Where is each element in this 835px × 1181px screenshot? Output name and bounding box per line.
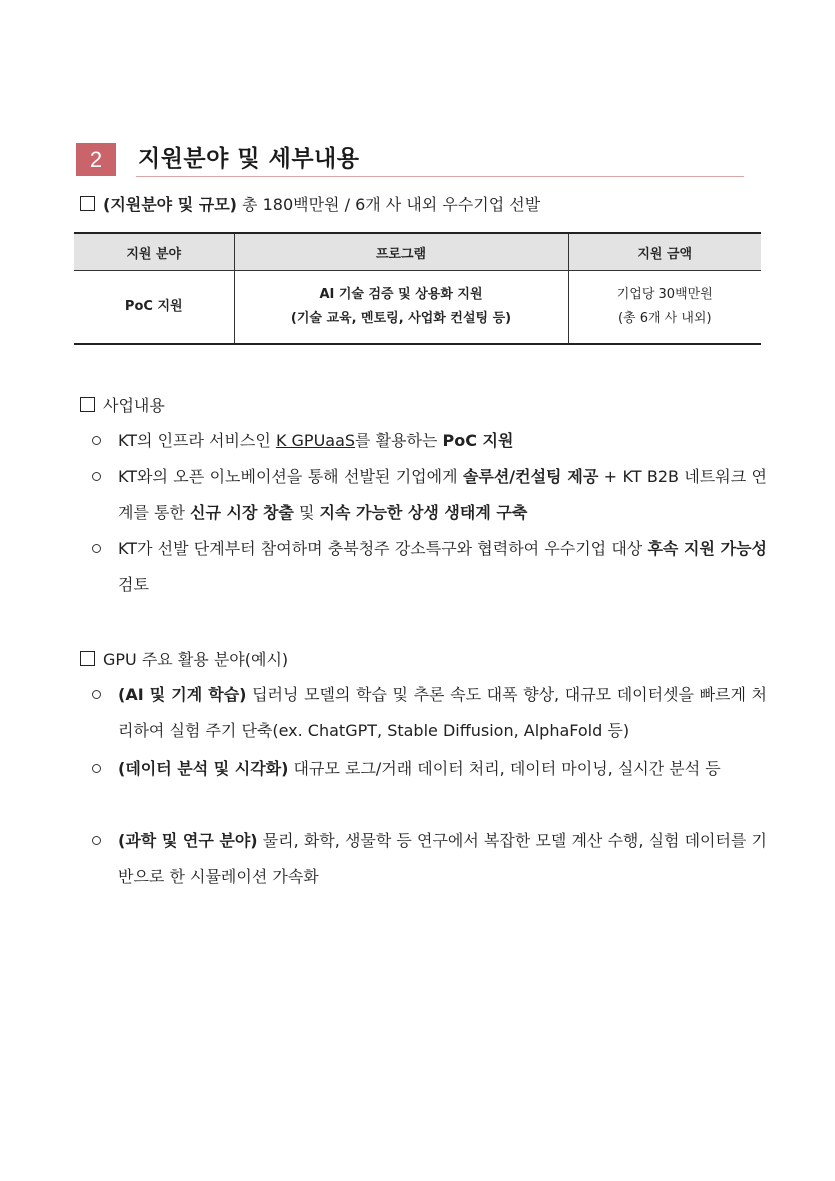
gpu-heading (80, 649, 288, 671)
item-label: (데이터 분석 및 시각화) (118, 759, 289, 778)
bullet-circle-icon (92, 690, 101, 699)
item-emphasis: 지속 가능한 상생 생태계 구축 (319, 503, 528, 522)
k-gpuaas-term: K GPUaaS (275, 431, 356, 450)
program-line-1: AI 기술 검증 및 상용화 지원 (319, 287, 483, 302)
checkbox-square-icon (80, 196, 95, 211)
amount-line-2: (총 6개 사 내외) (617, 311, 712, 326)
support-heading (80, 194, 540, 216)
item-text: 및 (293, 503, 320, 522)
program-table (74, 232, 761, 345)
item-label: (과학 및 연구 분야) (118, 831, 258, 850)
bullet-circle-icon (92, 472, 101, 481)
section-number: 2 (76, 143, 116, 176)
item-text: KT가 선발 단계부터 참여하며 충북청주 강소특구와 협력하여 우수기업 대상 (118, 539, 648, 558)
item-text: KT와의 오픈 이노베이션을 통해 선발된 기업에게 (118, 467, 463, 486)
bullet-circle-icon (92, 764, 101, 773)
item-text: 딥러닝 모델의 학습 및 추론 속도 대폭 향상, 대규모 데이터셋을 빠르게 처리하여 실험 주기 단축(ex. ChatGPT, Stable Diffusion, AlphaFold 등) (118, 685, 768, 740)
list-item (92, 459, 767, 531)
bullet-circle-icon (92, 544, 101, 553)
section-title: 지원분야 및 세부내용 (138, 146, 360, 172)
header-field: 지원 분야 (74, 233, 234, 271)
checkbox-square-icon (80, 651, 95, 666)
section-header (76, 143, 744, 179)
item-label: (AI 및 기계 학습) (118, 685, 247, 704)
checkbox-square-icon (80, 397, 95, 412)
bullet-circle-icon (92, 836, 101, 845)
business-heading (80, 395, 165, 417)
item-text: KT의 인프라 서비스인 (118, 431, 276, 450)
amount-line-1: 기업당 30백만원 (616, 287, 713, 302)
item-text: 를 활용하는 (355, 431, 443, 450)
header-amount: 지원 금액 (568, 233, 761, 271)
table-header-row (74, 233, 761, 271)
program-line-2: (기술 교육, 멘토링, 사업화 컨설팅 등) (290, 311, 512, 326)
item-emphasis: 신규 시장 창출 (190, 503, 294, 522)
bullet-circle-icon (92, 436, 101, 445)
item-emphasis: 후속 지원 가능성 (647, 539, 767, 558)
list-item (92, 751, 767, 787)
support-heading-text: 총 180백만원 / 6개 사 내외 우수기업 선발 (236, 195, 541, 214)
table-row (74, 271, 761, 345)
item-emphasis: 솔루션/컨설팅 제공 (462, 467, 599, 486)
cell-amount (568, 271, 761, 345)
cell-field: PoC 지원 (74, 271, 234, 345)
support-heading-label: (지원분야 및 규모) (103, 195, 237, 214)
list-item (92, 677, 767, 749)
cell-program (234, 271, 568, 345)
section-divider (136, 176, 744, 177)
list-item (92, 823, 767, 895)
item-text: 검토 (118, 575, 149, 594)
list-item (92, 531, 767, 603)
item-text: + KT B2B 네트워크 연계를 통한 (118, 467, 768, 522)
business-heading-text: 사업내용 (103, 396, 165, 415)
item-text: 대규모 로그/거래 데이터 처리, 데이터 마이닝, 실시간 분석 등 (288, 759, 721, 778)
header-program: 프로그램 (234, 233, 568, 271)
item-emphasis: PoC 지원 (442, 431, 514, 450)
list-item (92, 423, 767, 459)
item-text: 물리, 화학, 생물학 등 연구에서 복잡한 모델 계산 수행, 실험 데이터를 기반으로 한 시뮬레이션 가속화 (118, 831, 767, 886)
gpu-heading-text: GPU 주요 활용 분야(예시) (103, 650, 289, 669)
